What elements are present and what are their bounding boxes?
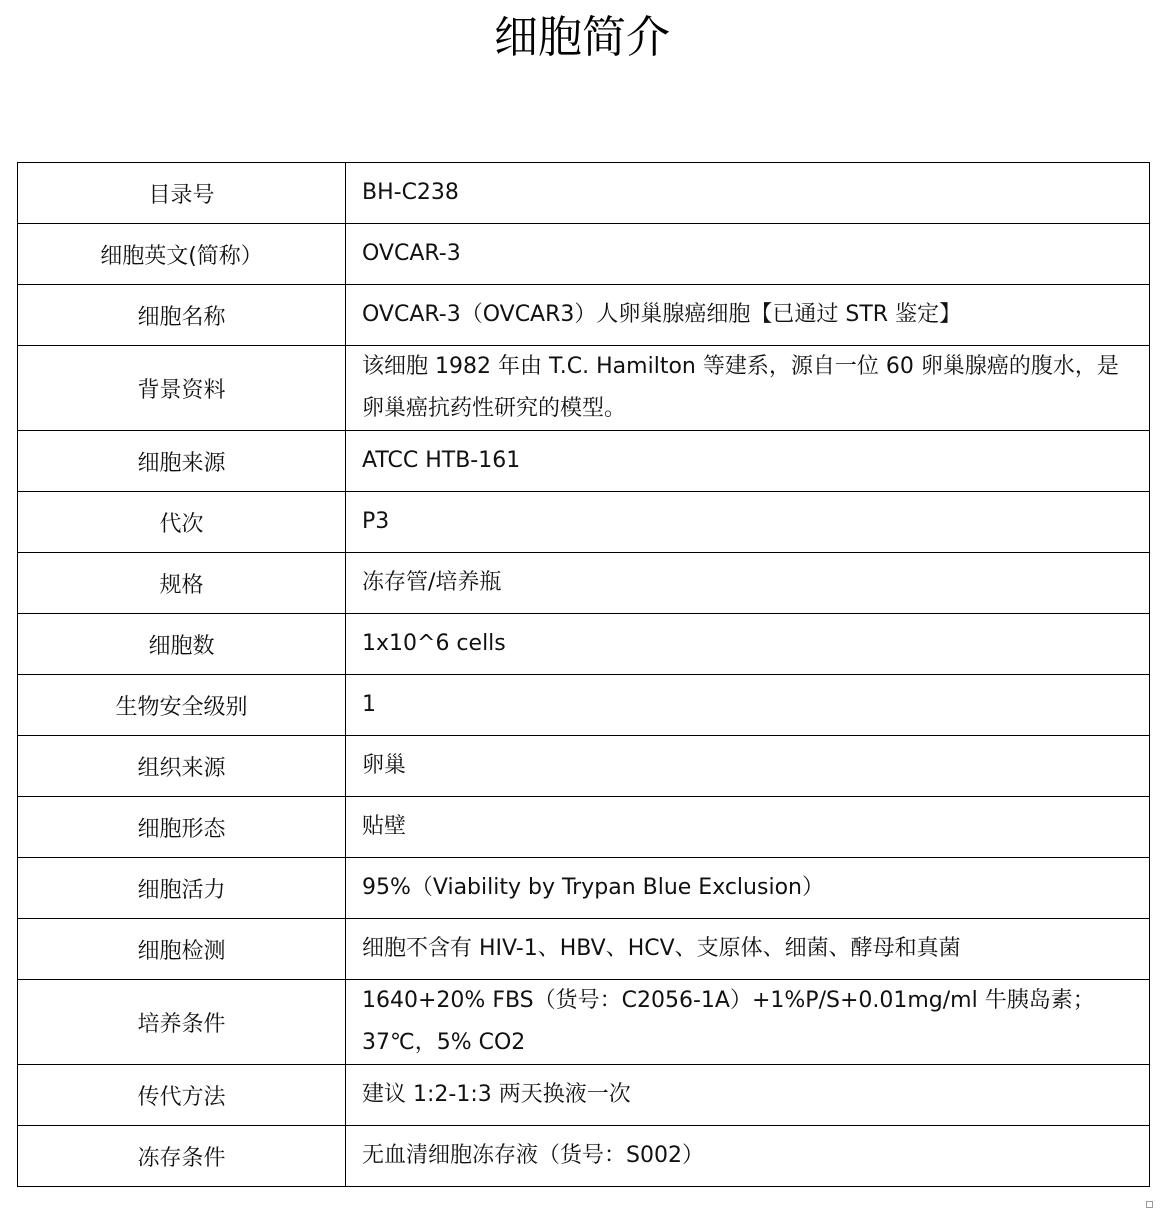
row-label: 细胞名称 [18, 285, 346, 346]
table-row-cryopreservation [18, 1126, 1150, 1187]
row-value: 95%（Viability by Trypan Blue Exclusion） [346, 858, 1150, 919]
row-label: 细胞来源 [18, 431, 346, 492]
table-row-viability [18, 858, 1150, 919]
row-value: P3 [346, 492, 1150, 553]
row-value: 该细胞 1982 年由 T.C. Hamilton 等建系，源自一位 60 卵巢腺癌的腹水，是卵巢癌抗药性研究的模型。 [346, 346, 1150, 431]
row-value: BH-C238 [346, 163, 1150, 224]
row-value: 1x10^6 cells [346, 614, 1150, 675]
table-row-passage [18, 492, 1150, 553]
row-value: OVCAR-3（OVCAR3）人卵巢腺癌细胞【已通过 STR 鉴定】 [346, 285, 1150, 346]
row-label: 细胞检测 [18, 919, 346, 980]
row-value: 贴壁 [346, 797, 1150, 858]
row-label: 组织来源 [18, 736, 346, 797]
row-label: 细胞形态 [18, 797, 346, 858]
row-label: 细胞数 [18, 614, 346, 675]
table-row-background [18, 346, 1150, 431]
table-row-subculture-method [18, 1065, 1150, 1126]
row-value: OVCAR-3 [346, 224, 1150, 285]
row-value: 冻存管/培养瓶 [346, 553, 1150, 614]
row-value: 细胞不含有 HIV-1、HBV、HCV、支原体、细菌、酵母和真菌 [346, 919, 1150, 980]
row-label: 目录号 [18, 163, 346, 224]
row-label: 细胞活力 [18, 858, 346, 919]
row-value: ATCC HTB-161 [346, 431, 1150, 492]
row-value: 建议 1:2-1:3 两天换液一次 [346, 1065, 1150, 1126]
table-row-biosafety-level [18, 675, 1150, 736]
row-label: 培养条件 [18, 980, 346, 1065]
table-row-culture-conditions [18, 980, 1150, 1065]
row-label: 细胞英文(简称） [18, 224, 346, 285]
row-value: 无血清细胞冻存液（货号：S002） [346, 1126, 1150, 1187]
table-row-cell-name [18, 285, 1150, 346]
table-resize-handle[interactable] [1146, 1201, 1153, 1208]
table-row-cell-count [18, 614, 1150, 675]
row-value: 卵巢 [346, 736, 1150, 797]
row-label: 背景资料 [18, 346, 346, 431]
table-row-catalog-number [18, 163, 1150, 224]
row-label: 规格 [18, 553, 346, 614]
table-row-testing [18, 919, 1150, 980]
table-row-morphology [18, 797, 1150, 858]
row-value: 1640+20% FBS（货号：C2056-1A）+1%P/S+0.01mg/ml 牛胰岛素；37℃，5% CO2 [346, 980, 1150, 1065]
table-row-english-name [18, 224, 1150, 285]
table-row-tissue-source [18, 736, 1150, 797]
table-row-specification [18, 553, 1150, 614]
row-label: 冻存条件 [18, 1126, 346, 1187]
table-row-cell-source [18, 431, 1150, 492]
row-label: 传代方法 [18, 1065, 346, 1126]
page-title: 细胞简介 [494, 12, 670, 63]
row-label: 代次 [18, 492, 346, 553]
cell-info-table [17, 162, 1150, 1187]
row-value: 1 [346, 675, 1150, 736]
row-label: 生物安全级别 [18, 675, 346, 736]
